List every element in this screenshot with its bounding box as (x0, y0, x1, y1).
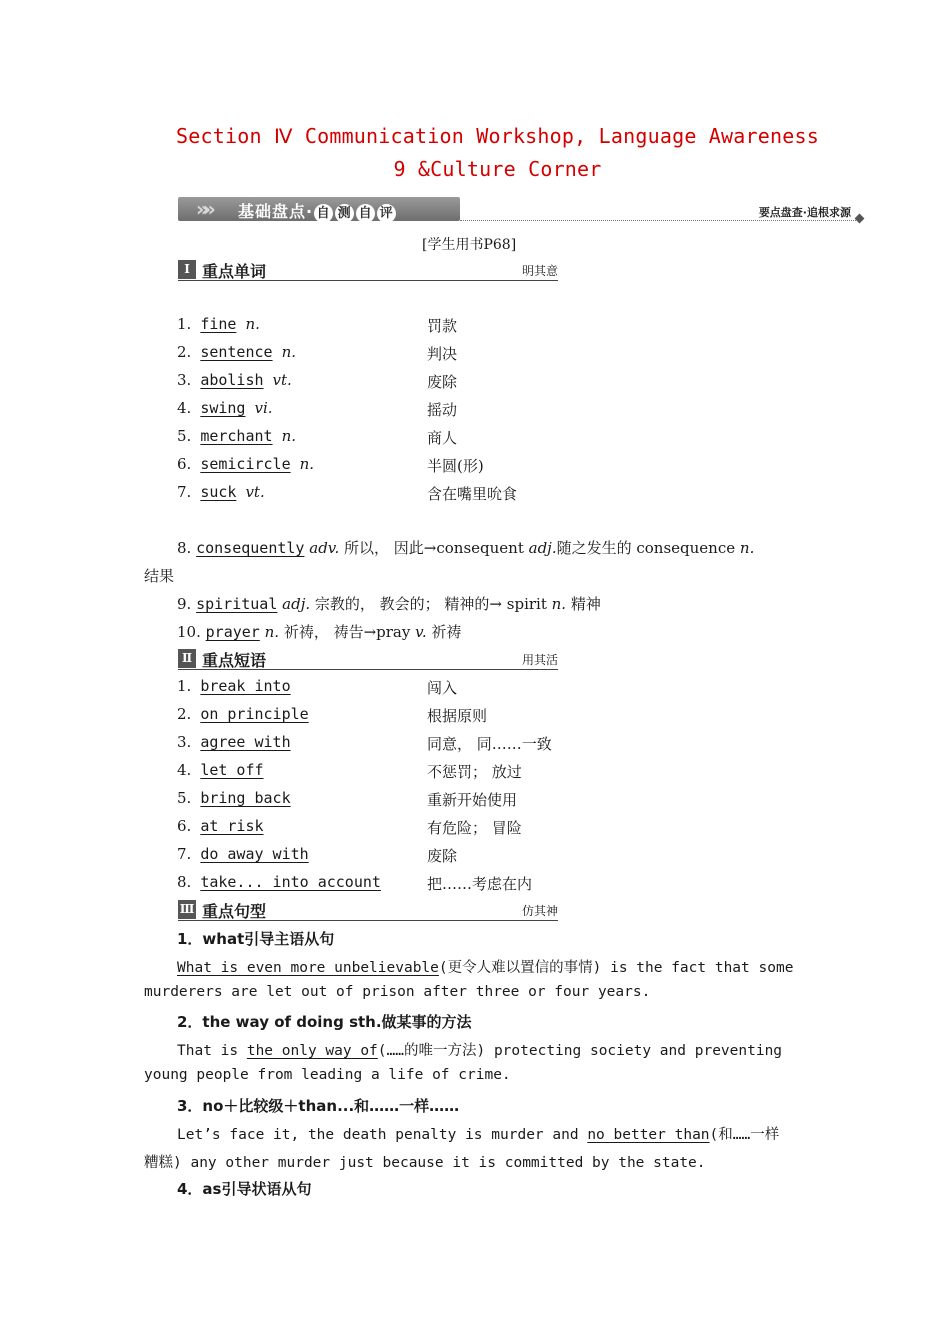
word-item-8: 8. consequently adv. 所以， 因此→consequent adj.随之发生的 consequence n. (177, 539, 755, 557)
phrases-item (177, 705, 309, 723)
phrases-item (177, 677, 291, 695)
item-number: 4. (177, 761, 192, 779)
item-number: 1. (177, 315, 192, 333)
item-term: do away with (200, 845, 309, 863)
item-term: merchant (200, 427, 273, 445)
item-term: fine (200, 315, 237, 333)
item-meaning: 废除 (427, 373, 458, 391)
item-term: let off (200, 761, 264, 779)
sentence-heading-1: 1．what引导主语从句 (177, 930, 335, 948)
sentence-1-line-2: murderers are let out of prison after three or four years. (144, 984, 651, 1000)
item-number: 5. (177, 427, 192, 445)
phrases-item (177, 873, 381, 891)
item-number: 5. (177, 789, 192, 807)
section-banner (178, 195, 863, 225)
item-term: agree with (200, 733, 291, 751)
phrases-item (177, 733, 291, 751)
item-part-of-speech: n. (299, 455, 315, 473)
sentence-heading-2: 2．the way of doing sth.做某事的方法 (177, 1013, 472, 1031)
item-part-of-speech: vt. (245, 483, 265, 501)
item-number: 3. (177, 733, 192, 751)
words-item (177, 343, 296, 361)
item-number: 1. (177, 677, 192, 695)
item-term: take... into account (200, 873, 381, 891)
item-term: at risk (200, 817, 264, 835)
sentence-heading-3: 3．no＋比较级＋than...和……一样…… (177, 1097, 460, 1115)
section-heading-phrases: Ⅱ 重点短语 用其活 (178, 649, 558, 670)
item-meaning: 根据原则 (427, 707, 488, 725)
item-part-of-speech: n. (245, 315, 260, 333)
sentence-heading-4: 4．as引导状语从句 (177, 1180, 312, 1198)
item-meaning: 半圆(形) (427, 457, 484, 475)
item-meaning: 摇动 (427, 401, 458, 419)
words-item (177, 483, 265, 501)
sentence-2-line-2: young people from leading a life of crime. (144, 1067, 511, 1083)
section-heading-sentences: Ⅲ 重点句型 仿其神 (179, 902, 558, 921)
item-meaning: 商人 (427, 429, 458, 447)
item-number: 2. (177, 705, 192, 723)
banner-label: 基础盘点· 自 测 自 评 (238, 199, 397, 223)
phrases-item (177, 761, 264, 779)
item-part-of-speech: n. (281, 427, 296, 445)
item-term: suck (200, 483, 237, 501)
words-item (177, 371, 292, 389)
item-term: bring back (200, 789, 291, 807)
item-number: 8. (177, 873, 192, 891)
diamond-icon (855, 214, 865, 224)
item-number: 6. (177, 455, 192, 473)
item-term: sentence (200, 343, 273, 361)
item-part-of-speech: n. (281, 343, 296, 361)
sentence-3-line-1: Let’s face it, the death penalty is murder and no better than(和……一样 (177, 1127, 780, 1143)
item-meaning: 同意， 同……一致 (427, 735, 552, 753)
title-line-1: Section Ⅳ Communication Workshop, Language Awareness (176, 124, 819, 148)
words-item (177, 455, 314, 473)
item-number: 3. (177, 371, 192, 389)
phrases-item (177, 789, 291, 807)
item-number: 2. (177, 343, 192, 361)
item-meaning: 把……考虑在内 (427, 875, 533, 893)
double-chevron-icon: »» (196, 197, 210, 221)
item-meaning: 废除 (427, 847, 458, 865)
item-meaning: 罚款 (427, 317, 458, 335)
words-item (177, 315, 260, 333)
word-item-8-cont: 结果 (144, 567, 175, 585)
title-line-2: 9 &Culture Corner (393, 157, 602, 181)
item-meaning: 有危险； 冒险 (427, 819, 522, 837)
banner-dotted-line (460, 220, 860, 221)
item-part-of-speech: vi. (254, 399, 273, 417)
item-part-of-speech: vt. (272, 371, 292, 389)
item-number: 4. (177, 399, 192, 417)
item-number: 7. (177, 845, 192, 863)
words-item (177, 399, 273, 417)
item-number: 7. (177, 483, 192, 501)
sentence-3-line-2: 糟糕) any other murder just because it is committed by the state. (144, 1155, 706, 1171)
item-term: swing (200, 399, 246, 417)
item-meaning: 重新开始使用 (427, 791, 518, 809)
item-term: abolish (200, 371, 264, 389)
book-reference: [学生用书P68] (422, 237, 517, 253)
item-number: 6. (177, 817, 192, 835)
word-item-10: 10. prayer n. 祈祷， 祷告→pray v. 祈祷 (177, 623, 462, 641)
phrases-item (177, 845, 309, 863)
item-term: break into (200, 677, 291, 695)
sentence-2-line-1: That is the only way of(……的唯一方法) protecting society and preventing (177, 1043, 783, 1059)
words-item (177, 427, 296, 445)
section-heading-words: Ⅰ 重点单词 明其意 (178, 260, 558, 281)
item-term: on principle (200, 705, 309, 723)
sentence-1-line-1: What is even more unbelievable(更令人难以置信的事情) is the fact that some (177, 960, 794, 976)
phrases-item (177, 817, 264, 835)
item-meaning: 含在嘴里吮食 (427, 485, 518, 503)
word-item-9: 9. spiritual adj. 宗教的， 教会的； 精神的→ spirit n. 精神 (177, 595, 601, 613)
item-term: semicircle (200, 455, 291, 473)
item-meaning: 闯入 (427, 679, 458, 697)
banner-right-text: 要点盘查·追根求源 (758, 206, 851, 219)
item-meaning: 不惩罚； 放过 (427, 763, 522, 781)
item-meaning: 判决 (427, 345, 458, 363)
